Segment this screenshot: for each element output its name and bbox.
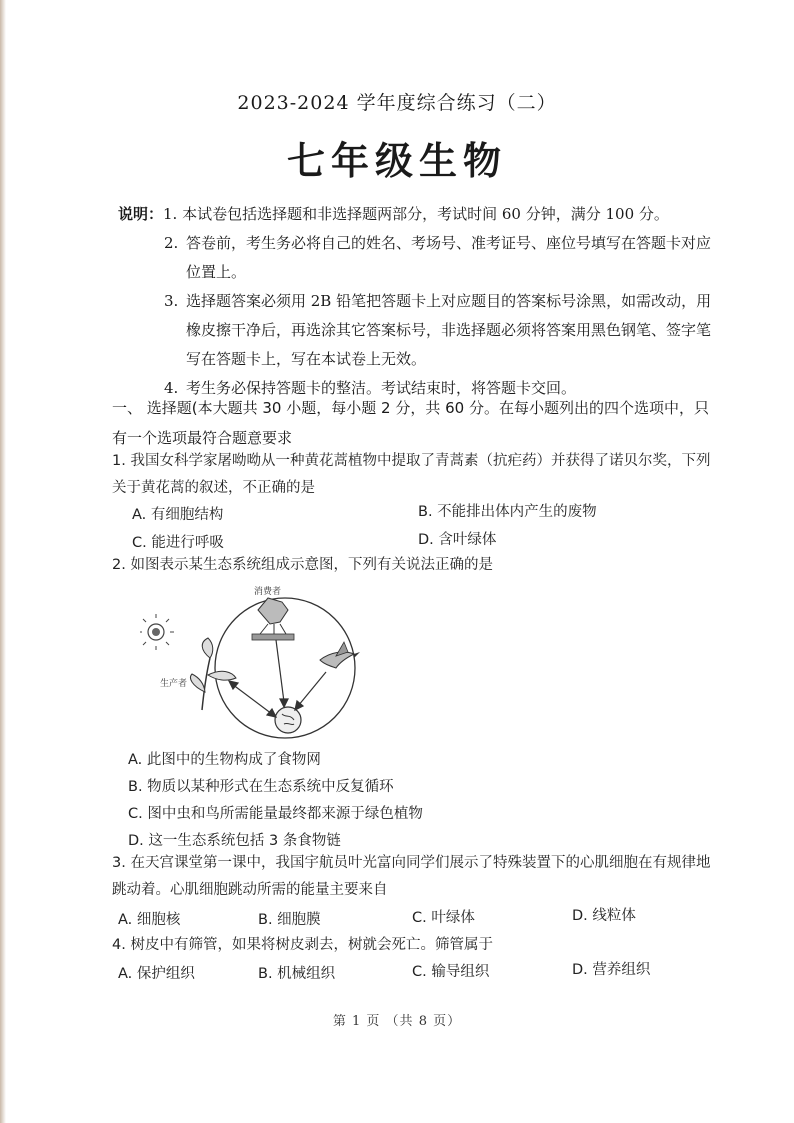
instruction-number: 3. — [164, 292, 179, 310]
page-footer: 第 1 页 （共 8 页） — [332, 1014, 462, 1029]
instruction-number: 4. — [164, 379, 179, 397]
instruction-text: 本试卷包括选择题和非选择题两部分，考试时间 60 分钟，满分 100 分。 — [182, 205, 669, 223]
question-2-option-b: B. 物质以某种形式在生态系统中反复循环 — [128, 779, 394, 795]
question-3-option-d: D. 线粒体 — [572, 908, 636, 924]
sun-icon — [140, 614, 174, 650]
consumer-label: 消费者 — [254, 587, 282, 597]
instruction-number: 2. — [164, 234, 179, 252]
question-stem-2: 2. 如图表示某生态系统组成示意图，下列有关说法正确的是 — [112, 557, 493, 573]
producer-label: 生产者 — [160, 679, 188, 689]
question-2-option-a: A. 此图中的生物构成了食物网 — [128, 752, 321, 768]
exam-subject-title: 七年级生物 — [286, 138, 507, 183]
instruction-text: 选择题答案必须用 2B 铅笔把答题卡上对应题目的答案标号涂黑，如需改动，用橡皮擦干净后，再选涂其它答案标号，非选择题必须将答案用黑色钢笔、签字笔写在答题卡上，写在本试卷上无效。 — [186, 292, 712, 368]
question-4-option-a: A. 保护组织 — [118, 966, 195, 982]
instruction-item-1 — [118, 200, 718, 229]
bird-icon — [320, 642, 360, 668]
ecosystem-diagram — [140, 580, 390, 745]
question-3-option-c: C. 叶绿体 — [412, 910, 475, 926]
question-1-option-a: A. 有细胞结构 — [132, 507, 224, 523]
question-4-option-c: C. 输导组织 — [412, 964, 490, 980]
question-1-option-c: C. 能进行呼吸 — [132, 535, 224, 551]
instruction-item-3 — [164, 287, 718, 374]
question-stem-3: 3. 在天宫课堂第一课中，我国宇航员叶光富向同学们展示了特殊装置下的心肌细胞在有规律地跳动着。心肌细胞跳动所需的能量主要来自 — [112, 855, 711, 898]
instructions-label: 说明： — [118, 205, 164, 223]
instructions-block — [118, 200, 718, 403]
question-1-option-d: D. 含叶绿体 — [418, 532, 497, 548]
instruction-item-2 — [164, 229, 718, 287]
flow-arrows — [229, 640, 326, 717]
question-2-option-c: C. 图中虫和鸟所需能量最终都来源于绿色植物 — [128, 806, 423, 822]
question-2-option-d: D. 这一生态系统包括 3 条食物链 — [128, 833, 341, 849]
instruction-text: 考生务必保持答题卡的整洁。考试结束时，将答题卡交回。 — [186, 379, 577, 397]
question-4-option-d: D. 营养组织 — [572, 962, 651, 978]
section-title: 一、 选择题(本大题共 30 小题，每小题 2 分，共 60 分。在每小题列出的四个选项中，只有一个选项最符合题意要求 — [112, 399, 709, 447]
exam-year-title: 2023-2024 学年度综合练习（二） — [237, 92, 557, 114]
question-stem-4: 4. 树皮中有筛管，如果将树皮剥去，树就会死亡。筛管属于 — [112, 937, 493, 953]
instruction-number: 1. — [163, 205, 178, 223]
plant-icon — [191, 638, 236, 710]
question-3-option-a: A. 细胞核 — [118, 912, 181, 928]
decomposer-icon — [275, 707, 301, 733]
question-1-option-b: B. 不能排出体内产生的废物 — [418, 504, 597, 520]
question-stem-1: 1. 我国女科学家屠呦呦从一种黄花蒿植物中提取了青蒿素（抗疟药）并获得了诺贝尔奖，下列关于黄花蒿的叙述，不正确的是 — [112, 453, 711, 496]
question-3-option-b: B. 细胞膜 — [258, 912, 321, 928]
insect-icon — [252, 598, 294, 640]
instruction-text: 答卷前，考生务必将自己的姓名、考场号、准考证号、座位号填写在答题卡对应位置上。 — [186, 234, 712, 281]
question-4-option-b: B. 机械组织 — [258, 966, 336, 982]
ecosystem-diagram-svg — [140, 580, 390, 745]
